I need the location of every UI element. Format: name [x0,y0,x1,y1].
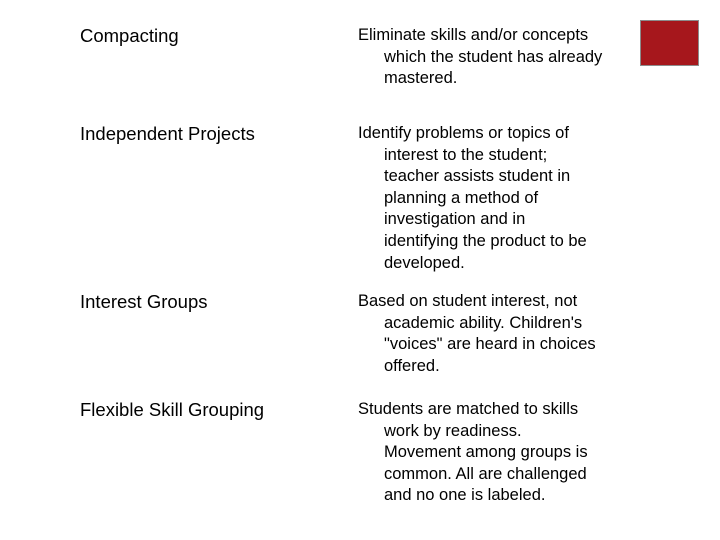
description-line: work by readiness. [384,421,522,440]
description-line: Students are matched to skills [358,400,579,418]
description-line: offered. [384,356,440,375]
description-line: interest to the student; [384,145,548,164]
description-line: investigation and in [384,210,526,229]
description-line: Based on student interest, not [358,292,578,310]
description-line: Identify problems or topics of [358,124,569,142]
description-line: academic ability. Children's [384,313,583,332]
term-label: Compacting [80,25,179,46]
description-line: identifying the product to be [384,231,587,250]
description-line: and no one is labeled. [384,486,546,505]
description-line: common. All are challenged [384,464,587,483]
description-line: Movement among groups is [384,443,588,462]
term-description [358,25,602,90]
term-description [358,291,596,377]
term-label: Flexible Skill Grouping [80,399,265,420]
term-description [358,123,587,274]
description-line: teacher assists student in [384,167,571,186]
accent-square [640,20,699,66]
description-line: planning a method of [384,188,539,207]
term-description [358,399,588,507]
description-line: Eliminate skills and/or concepts [358,26,589,44]
description-line: which the student has already [384,47,603,66]
term-label: Interest Groups [80,291,208,312]
description-line: mastered. [384,69,458,88]
term-label: Independent Projects [80,123,255,144]
description-line: "voices" are heard in choices [384,335,596,354]
description-line: developed. [384,253,465,272]
